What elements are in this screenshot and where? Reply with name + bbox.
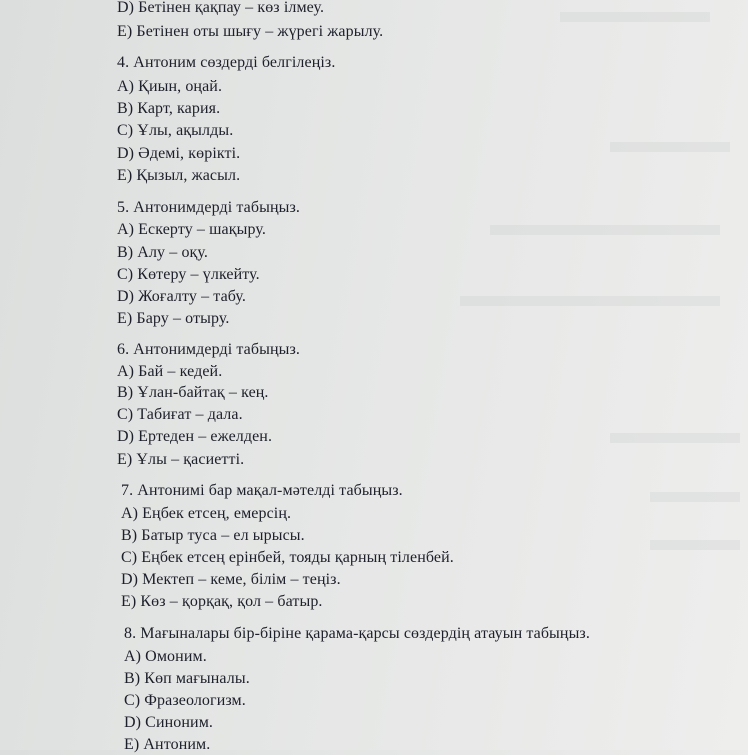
answer-option: B) Көп мағыналы. bbox=[124, 670, 250, 687]
question-text: 7. Антонимі бар мақал-мәтелді табыңыз. bbox=[121, 482, 403, 499]
bleed-through-mark bbox=[610, 142, 730, 152]
bleed-through-mark bbox=[650, 492, 740, 502]
answer-option: D) Бетінен қақпау – көз ілмеу. bbox=[117, 0, 325, 16]
answer-option: E) Бару – отыру. bbox=[117, 310, 230, 327]
answer-option: A) Омоним. bbox=[124, 648, 207, 665]
answer-option: A) Бай – кедей. bbox=[117, 363, 223, 380]
answer-option: B) Ұлан-байтақ – кең. bbox=[117, 384, 269, 401]
answer-option: D) Синоним. bbox=[124, 714, 214, 731]
answer-option: C) Табиғат – дала. bbox=[117, 406, 243, 423]
answer-option: D) Ертеден – ежелден. bbox=[117, 428, 273, 445]
question-text: 6. Антонимдерді табыңыз. bbox=[117, 341, 300, 358]
answer-option: C) Еңбек етсең ерінбей, тояды қарның тіленбей. bbox=[121, 549, 454, 566]
answer-option: B) Карт, кария. bbox=[117, 100, 221, 117]
answer-option: C) Фразеологизм. bbox=[124, 692, 246, 709]
bleed-through-mark bbox=[490, 225, 720, 235]
bleed-through-mark bbox=[650, 540, 740, 550]
answer-option: E) Антоним. bbox=[124, 736, 211, 753]
answer-option: A) Қиын, оңай. bbox=[117, 78, 223, 95]
answer-option: D) Мектеп – кеме, білім – теңіз. bbox=[121, 571, 341, 588]
question-text: 4. Антоним сөздерді белгілеңіз. bbox=[117, 54, 336, 71]
question-text: 8. Мағыналары бір-біріне қарама-қарсы сөздердің атауын табыңыз. bbox=[124, 625, 590, 642]
answer-option: C) Ұлы, ақылды. bbox=[117, 122, 234, 139]
answer-option: E) Қызыл, жасыл. bbox=[117, 167, 241, 184]
answer-option: E) Ұлы – қасиетті. bbox=[117, 451, 245, 468]
answer-option: A) Еңбек етсең, емерсің. bbox=[121, 505, 292, 522]
answer-option: A) Ескерту – шақыру. bbox=[117, 221, 266, 238]
answer-option: E) Бетінен оты шығу – жүрегі жарылу. bbox=[117, 23, 384, 40]
answer-option: D) Жоғалту – табу. bbox=[117, 288, 246, 305]
answer-option: C) Көтеру – үлкейту. bbox=[117, 266, 260, 283]
bleed-through-mark bbox=[560, 12, 710, 22]
answer-option: B) Алу – оқу. bbox=[117, 244, 209, 261]
question-text: 5. Антонимдерді табыңыз. bbox=[117, 199, 300, 216]
bleed-through-mark bbox=[460, 296, 720, 306]
bleed-through-mark bbox=[610, 433, 740, 443]
answer-option: D) Әдемі, көрікті. bbox=[117, 145, 241, 162]
answer-option: E) Көз – қорқақ, қол – батыр. bbox=[121, 593, 323, 610]
answer-option: B) Батыр туса – ел ырысы. bbox=[121, 527, 305, 544]
